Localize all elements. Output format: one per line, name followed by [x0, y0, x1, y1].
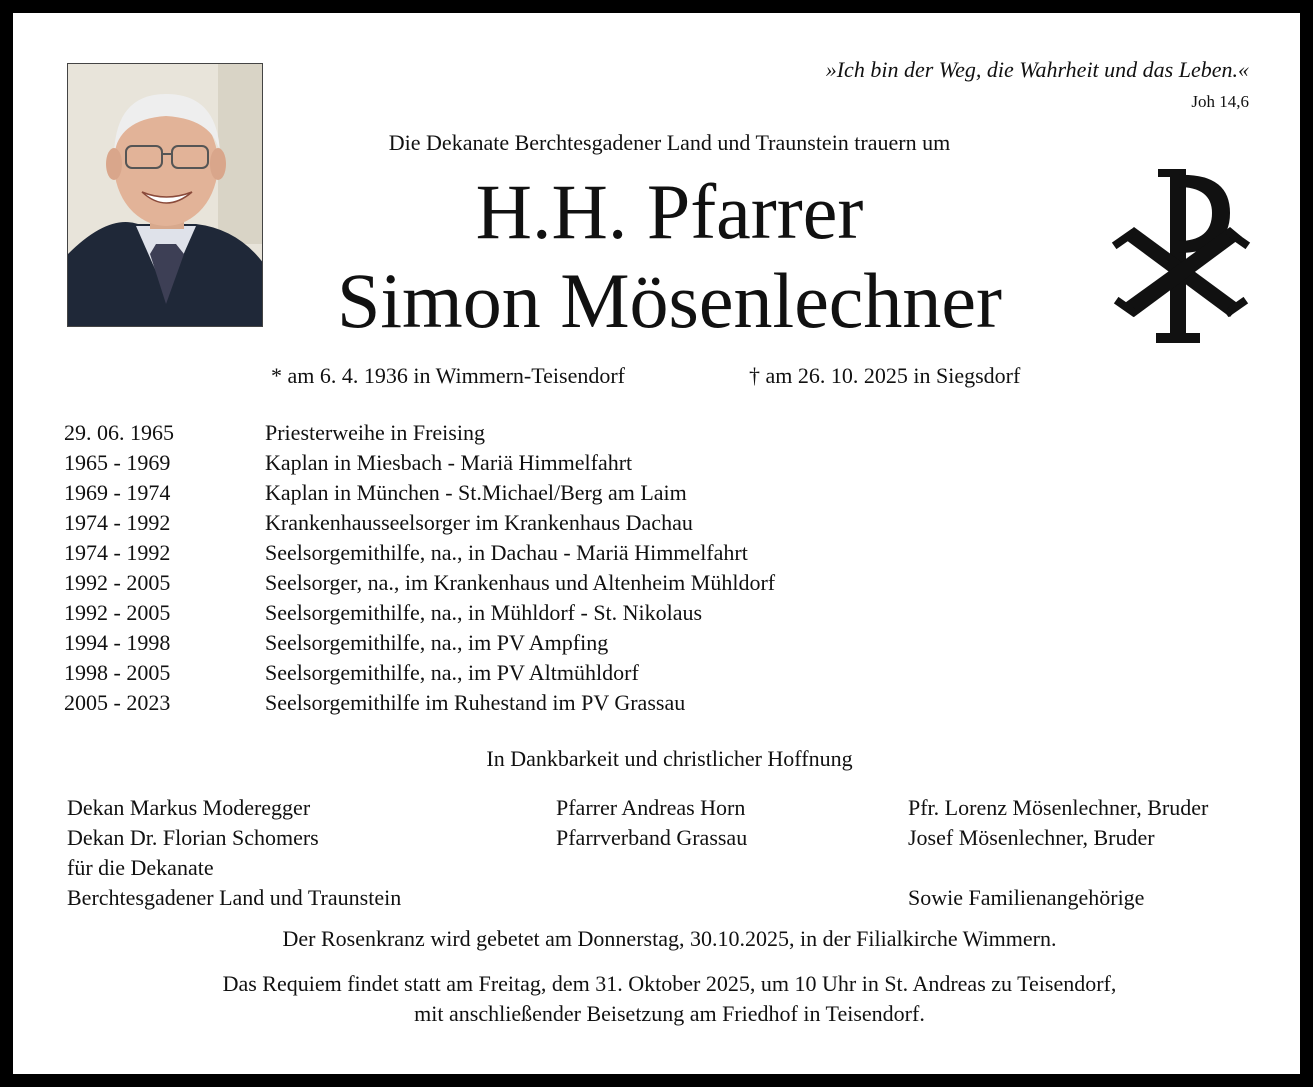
- signature-column-deans: [67, 793, 401, 913]
- timeline-row: [64, 658, 775, 688]
- intro-text: [13, 130, 1313, 156]
- timeline-row: [64, 688, 775, 718]
- closing-line: In Dankbarkeit und christlicher Hoffnung: [486, 746, 853, 771]
- requiem-line: Das Requiem findet statt am Freitag, dem 31. Oktober 2025, um 10 Uhr in St. Andreas zu Teisendorf,: [222, 971, 1117, 996]
- timeline-row: [64, 628, 775, 658]
- timeline-text: Priesterweihe in Freising: [265, 420, 485, 445]
- timeline-date: 1994 - 1998: [64, 630, 171, 655]
- timeline-row: [64, 418, 775, 448]
- timeline-date: 1974 - 1992: [64, 510, 171, 535]
- timeline-text: Seelsorgemithilfe, na., im PV Altmühldorf: [265, 660, 639, 685]
- signature-column-parish: [556, 793, 747, 853]
- timeline-date: 1965 - 1969: [64, 450, 171, 475]
- deceased-name: Simon Mösenlechner: [336, 257, 1003, 344]
- signature-line: Pfarrverband Grassau: [556, 825, 748, 850]
- timeline-date: 1992 - 2005: [64, 570, 171, 595]
- timeline-row: [64, 448, 775, 478]
- career-timeline: [64, 418, 775, 718]
- timeline-row: [64, 508, 775, 538]
- timeline-row: [64, 478, 775, 508]
- timeline-date: 1974 - 1992: [64, 540, 171, 565]
- signature-line: Pfarrer Andreas Horn: [556, 795, 746, 820]
- timeline-date: 2005 - 2023: [64, 690, 171, 715]
- requiem-line: mit anschließender Beisetzung am Friedhof in Teisendorf.: [414, 1001, 925, 1026]
- signature-line: Berchtesgadener Land und Traunstein: [67, 885, 402, 910]
- deceased-title: H.H. Pfarrer: [475, 168, 864, 255]
- timeline-row: [64, 538, 775, 568]
- bible-quote: »Ich bin der Weg, die Wahrheit und das Leben.«: [825, 57, 1249, 82]
- timeline-text: Kaplan in München - St.Michael/Berg am Laim: [265, 480, 687, 505]
- signature-line: Dekan Markus Moderegger: [67, 795, 311, 820]
- signature-line: Pfr. Lorenz Mösenlechner, Bruder: [908, 795, 1209, 820]
- timeline-text: Krankenhausseelsorger im Krankenhaus Dachau: [265, 510, 693, 535]
- signature-line: [908, 853, 1208, 883]
- timeline-date: 1969 - 1974: [64, 480, 171, 505]
- timeline-text: Seelsorgemithilfe, na., in Mühldorf - St. Nikolaus: [265, 600, 703, 625]
- bible-reference: Joh 14,6: [1191, 92, 1249, 111]
- timeline-text: Kaplan in Miesbach - Mariä Himmelfahrt: [265, 450, 633, 475]
- timeline-date: 29. 06. 1965: [64, 420, 174, 445]
- chi-rho-icon: [1108, 165, 1253, 350]
- timeline-date: 1992 - 2005: [64, 600, 171, 625]
- timeline-date: 1998 - 2005: [64, 660, 171, 685]
- birth-date: * am 6. 4. 1936 in Wimmern-Teisendorf: [271, 363, 625, 388]
- timeline-text: Seelsorgemithilfe, na., im PV Ampfing: [265, 630, 609, 655]
- timeline-text: Seelsorgemithilfe, na., in Dachau - Mariä Himmelfahrt: [265, 540, 748, 565]
- timeline-text: Seelsorger, na., im Krankenhaus und Altenheim Mühldorf: [265, 570, 776, 595]
- signature-line: Josef Mösenlechner, Bruder: [908, 825, 1155, 850]
- timeline-row: [64, 598, 775, 628]
- timeline-text: Seelsorgemithilfe im Ruhestand im PV Grassau: [265, 690, 686, 715]
- signature-line: Sowie Familienangehörige: [908, 885, 1145, 910]
- intro-label: Die Dekanate Berchtesgadener Land und Traunstein trauern um: [388, 130, 951, 155]
- death-date: † am 26. 10. 2025 in Siegsdorf: [749, 363, 1021, 388]
- requiem-notice: [13, 969, 1313, 1029]
- signature-line: für die Dekanate: [67, 855, 214, 880]
- signature-column-family: [908, 793, 1208, 913]
- rosary-notice: Der Rosenkranz wird gebetet am Donnerstag, 30.10.2025, in der Filialkirche Wimmern.: [282, 926, 1057, 951]
- signature-line: Dekan Dr. Florian Schomers: [67, 825, 319, 850]
- timeline-row: [64, 568, 775, 598]
